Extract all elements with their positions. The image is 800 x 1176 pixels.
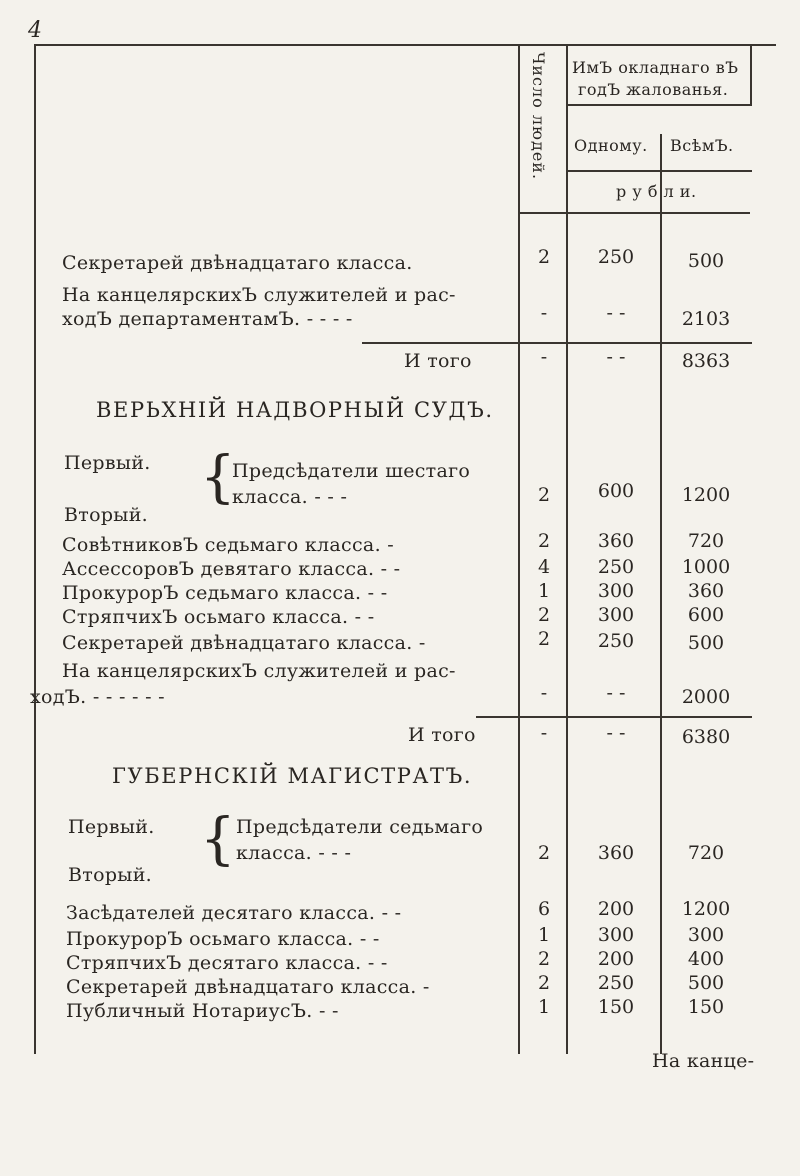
row-count: -	[540, 682, 548, 704]
one-all-column-rule	[660, 134, 662, 1054]
brace-first: Первый.	[64, 452, 151, 474]
curly-brace: {	[200, 807, 236, 872]
row-label-continued: ходЪ. - - - - - -	[30, 686, 165, 708]
total-all: 6380	[681, 726, 731, 748]
row-label: АссессоровЪ девятаго класса. - -	[62, 558, 401, 580]
row-label: СовѣтниковЪ седьмаго класса. -	[62, 534, 394, 556]
salary-title-line1: ИмЪ окладнаго вЪ	[572, 58, 739, 77]
row-count: 2	[537, 484, 551, 506]
row-count: 6	[537, 898, 551, 920]
brace-second: Вторый.	[68, 864, 153, 886]
row-all: 500	[687, 250, 725, 272]
row-all: 2103	[681, 308, 731, 330]
row-all: 150	[687, 996, 725, 1018]
count-column-rule	[518, 44, 520, 1054]
row-count: 1	[537, 924, 551, 946]
total-one: - -	[606, 346, 626, 368]
row-count: 2	[537, 604, 551, 626]
row-count: 2	[537, 246, 551, 268]
row-one: 600	[597, 480, 635, 502]
brace-text: Предсѣдатели седьмаго	[236, 816, 484, 838]
right-header-rule	[750, 44, 752, 104]
row-count: 1	[537, 996, 551, 1018]
subheader-rule	[566, 170, 752, 172]
row-all: 2000	[681, 686, 731, 708]
brace-second: Вторый.	[64, 504, 149, 526]
count-column-header: Число людей.	[529, 52, 548, 181]
row-all: 720	[687, 530, 725, 552]
total-label: И того	[404, 350, 472, 372]
row-all: 1200	[681, 484, 731, 506]
total1-rule	[362, 342, 752, 344]
row-all: 600	[687, 604, 725, 626]
top-rule	[34, 44, 776, 46]
brace-text-continued: класса. - - -	[232, 486, 348, 508]
row-all: 500	[687, 632, 725, 654]
row-one: 300	[597, 580, 635, 602]
row-one: 250	[597, 630, 635, 652]
total-count: -	[540, 722, 548, 744]
row-label: Секретарей двѣнадцатаго класса. -	[62, 632, 426, 654]
total2-rule	[476, 716, 752, 718]
row-count: 2	[537, 972, 551, 994]
brace-text-continued: класса. - - -	[236, 842, 352, 864]
row-all: 1200	[681, 898, 731, 920]
row-all: 400	[687, 948, 725, 970]
row-count: -	[540, 302, 548, 324]
row-all: 1000	[681, 556, 731, 578]
row-label: На канцелярскихЪ служителей и рас-	[62, 284, 456, 306]
row-label: ПрокурорЪ осьмаго класса. - -	[66, 928, 380, 950]
left-rule	[34, 44, 36, 1054]
curly-brace: {	[200, 445, 236, 510]
row-all: 360	[687, 580, 725, 602]
salary-column-rule	[566, 44, 568, 1054]
total-one: - -	[606, 722, 626, 744]
row-one: 250	[597, 246, 635, 268]
row-label: ПрокурорЪ седьмаго класса. - -	[62, 582, 388, 604]
row-one: - -	[606, 682, 626, 704]
row-label: На канцелярскихЪ служителей и рас-	[62, 660, 456, 682]
section-title: ГУБЕРНСКІЙ МАГИСТРАТЪ.	[112, 764, 473, 788]
catchword: На канце-	[652, 1050, 755, 1072]
row-one: 250	[597, 972, 635, 994]
row-label-continued: ходЪ департаментамЪ. - - - -	[62, 308, 353, 330]
row-label: Секретарей двѣнадцатаго класса.	[62, 252, 413, 274]
row-label: Секретарей двѣнадцатаго класса. -	[66, 976, 430, 998]
total-count: -	[540, 346, 548, 368]
row-one: 360	[597, 842, 635, 864]
one-column-header: Одному.	[574, 136, 648, 155]
row-one: 200	[597, 898, 635, 920]
salary-title-line2: годЪ жалованья.	[578, 80, 729, 99]
row-all: 300	[687, 924, 725, 946]
row-one: 250	[597, 556, 635, 578]
row-one: 200	[597, 948, 635, 970]
brace-first: Первый.	[68, 816, 155, 838]
row-count: 4	[537, 556, 551, 578]
row-label: СтряпчихЪ осьмаго класса. - -	[62, 606, 375, 628]
row-label: СтряпчихЪ десятаго класса. - -	[66, 952, 388, 974]
row-count: 2	[537, 530, 551, 552]
row-one: 360	[597, 530, 635, 552]
row-count: 1	[537, 580, 551, 602]
total-label: И того	[408, 724, 476, 746]
row-count: 2	[537, 842, 551, 864]
brace-text: Предсѣдатели шестаго	[232, 460, 471, 482]
row-all: 500	[687, 972, 725, 994]
row-count: 2	[537, 948, 551, 970]
row-one: 300	[597, 924, 635, 946]
row-all: 720	[687, 842, 725, 864]
total-all: 8363	[681, 350, 731, 372]
row-one: - -	[606, 302, 626, 324]
row-one: 300	[597, 604, 635, 626]
page-number: 4	[28, 18, 42, 43]
header-bottom-rule	[518, 212, 750, 214]
currency-header: р у б л и.	[616, 182, 697, 201]
section-title: ВЕРЬХНІЙ НАДВОРНЫЙ СУДЪ.	[96, 398, 494, 422]
row-count: 2	[537, 628, 551, 650]
salary-title-rule	[566, 104, 752, 106]
row-label: Засѣдателей десятаго класса. - -	[66, 902, 402, 924]
row-one: 150	[597, 996, 635, 1018]
row-label: Публичный НотариусЪ. - -	[66, 1000, 339, 1022]
all-column-header: ВсѣмЪ.	[670, 136, 734, 155]
